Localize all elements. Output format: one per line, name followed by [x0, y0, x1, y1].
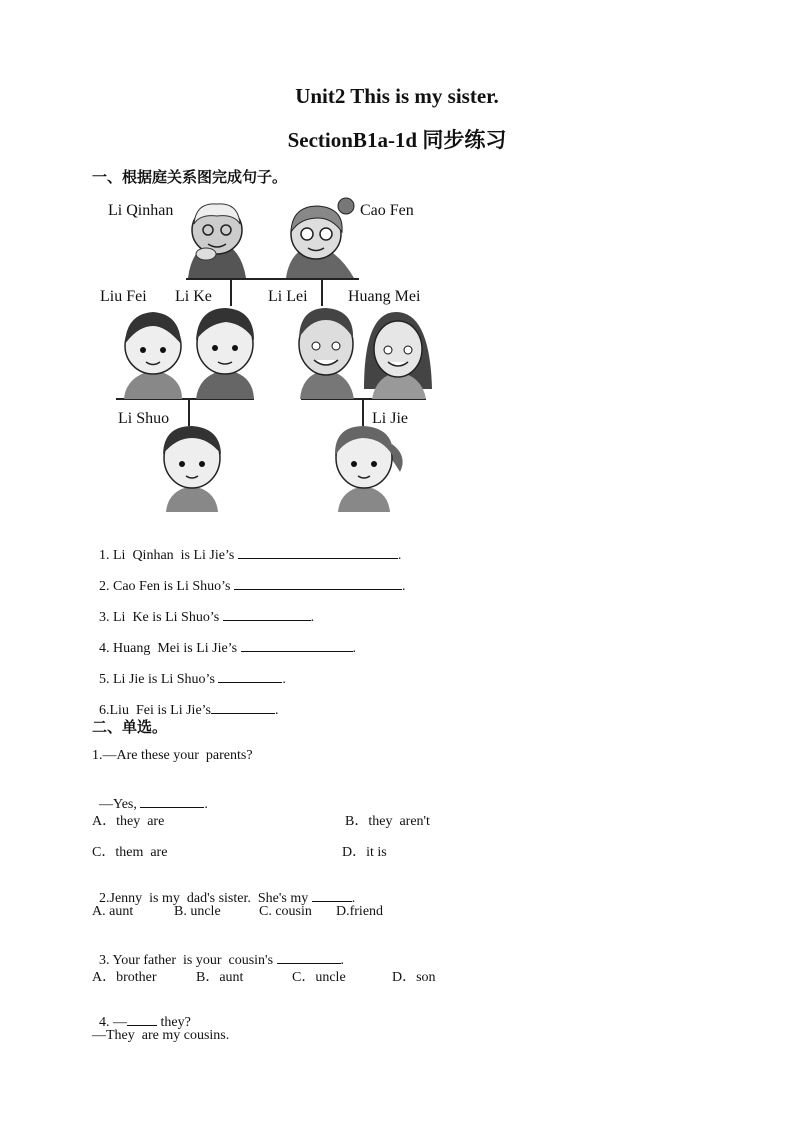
- mc-q3-option-a[interactable]: A．brother: [92, 970, 157, 985]
- label-child: Li Jie: [372, 410, 408, 427]
- mc-question-3-stem: 3. Your father is your cousin's .: [99, 953, 345, 968]
- label-uncle: Li Ke: [175, 288, 212, 305]
- section-heading-2: 二、单选。: [92, 718, 168, 736]
- label-aunt: Liu Fei: [100, 288, 147, 305]
- grandma-figure: [286, 198, 354, 278]
- mother-figure: [364, 312, 432, 399]
- question-1-3: 3. Li Ke is Li Shuo’s .: [99, 610, 315, 625]
- label-cousin: Li Shuo: [118, 410, 170, 427]
- question-1-6: 6.Liu Fei is Li Jie’s .: [99, 703, 279, 718]
- label-grandpa: Li Qinhan: [108, 202, 174, 219]
- answer-blank[interactable]: [238, 546, 398, 559]
- mc-q2-option-a[interactable]: A. aunt: [92, 904, 134, 919]
- mc-q2-option-c[interactable]: C. cousin: [259, 904, 312, 919]
- label-father: Li Lei: [268, 288, 308, 305]
- mc-q2-option-b[interactable]: B. uncle: [174, 904, 221, 919]
- question-1-5: 5. Li Jie is Li Shuo’s .: [99, 672, 286, 687]
- answer-blank[interactable]: [234, 577, 402, 590]
- mc-q1-option-c[interactable]: C．them are: [92, 845, 168, 860]
- mc-q1-option-a[interactable]: A．they are: [92, 814, 165, 829]
- section-heading-1: 一、根据庭关系图完成句子。: [92, 168, 288, 186]
- answer-blank[interactable]: [312, 889, 352, 902]
- mc-q2-option-d[interactable]: D.friend: [336, 904, 384, 919]
- grandpa-figure: [188, 204, 246, 278]
- child-figure: [335, 426, 403, 512]
- mc-q3-option-c[interactable]: C．uncle: [292, 970, 346, 985]
- label-grandma: Cao Fen: [360, 202, 414, 219]
- answer-blank[interactable]: [218, 670, 282, 683]
- answer-blank[interactable]: [140, 795, 204, 808]
- question-1-1: 1. Li Qinhan is Li Jie’s .: [99, 548, 402, 563]
- question-1-4: 4. Huang Mei is Li Jie’s .: [99, 641, 357, 656]
- page-subtitle: SectionB1a-1d 同步练习: [287, 128, 507, 152]
- question-1-2: 2. Cao Fen is Li Shuo’s .: [99, 579, 406, 594]
- mc-question-4-stem: 4. — they?: [99, 1015, 191, 1030]
- mc-q3-option-d[interactable]: D．son: [392, 970, 436, 985]
- mc-question-2-stem: 2.Jenny is my dad's sister. She's my .: [99, 891, 356, 906]
- mc-q1-option-d[interactable]: D．it is: [342, 845, 387, 860]
- aunt-figure: [124, 312, 182, 399]
- mc-question-1-answer: —Yes, .: [99, 797, 208, 812]
- father-figure: [299, 308, 354, 399]
- family-tree-diagram: [96, 194, 446, 516]
- mc-question-4-answer: —They are my cousins.: [92, 1028, 230, 1043]
- uncle-figure: [196, 308, 254, 399]
- page-title: Unit2 This is my sister.: [295, 84, 499, 108]
- mc-question-1-stem: 1.—Are these your parents?: [92, 748, 253, 763]
- cousin-figure: [163, 426, 221, 512]
- answer-blank[interactable]: [223, 608, 311, 621]
- answer-blank[interactable]: [211, 701, 275, 714]
- mc-q1-option-b[interactable]: B．they aren't: [345, 814, 430, 829]
- answer-blank[interactable]: [241, 639, 353, 652]
- answer-blank[interactable]: [277, 951, 341, 964]
- mc-q3-option-b[interactable]: B．aunt: [196, 970, 244, 985]
- label-mother: Huang Mei: [348, 288, 421, 305]
- answer-blank[interactable]: [127, 1013, 157, 1026]
